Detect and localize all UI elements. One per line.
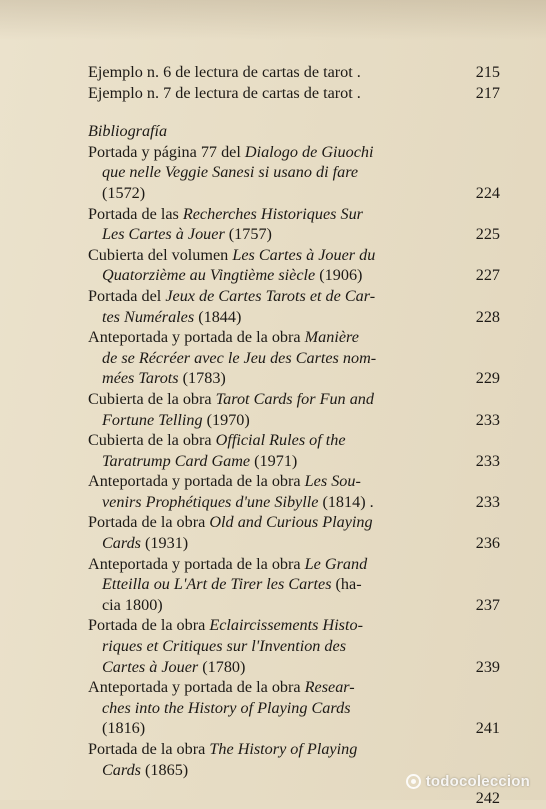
page-shadow	[0, 0, 546, 40]
entry-text-segment: Portada y página 77 del	[88, 142, 245, 161]
work-title: Taratrump Card Game	[102, 451, 251, 470]
table-of-contents	[88, 62, 500, 808]
work-title: Les Sou-	[304, 472, 361, 491]
entry-text-segment: (1783)	[178, 369, 226, 388]
entry-text-segment: Portada del	[88, 286, 166, 305]
work-title: Tarot Cards for Fun and	[215, 389, 374, 408]
toc-entry	[88, 554, 500, 616]
entry-text-segment: Portada de la obra	[88, 740, 210, 758]
toc-entry-page: 227	[475, 266, 500, 285]
entry-text-segment: Anteportada y portada de la obra	[88, 678, 305, 697]
section-title: Bibliografía	[88, 122, 168, 141]
toc-entry	[88, 615, 500, 677]
entry-text-segment: (1971)	[250, 451, 298, 470]
toc-entry-page: 233	[475, 410, 500, 429]
work-title: The History of Playing	[209, 740, 358, 758]
toc-entry-text: Ejemplo n. 6 de lectura de cartas de tarot .	[88, 63, 361, 81]
toc-entry	[88, 389, 500, 430]
toc-entry-text	[88, 143, 373, 202]
work-title: Les Cartes à Jouer du	[232, 245, 376, 264]
work-title: Fortune Telling	[102, 410, 203, 429]
todocoleccion-logo-icon	[406, 774, 421, 789]
toc-entry-page: 215	[475, 63, 500, 81]
entry-text-segment: Cubierta de la obra	[88, 389, 216, 408]
entry-text-segment: (1814) .	[318, 492, 374, 511]
toc-entry-text	[88, 205, 363, 244]
entry-text-segment: Anteportada y portada de la obra	[88, 554, 305, 573]
entry-text-segment: Anteportada y portada de la obra	[88, 472, 305, 491]
work-title: ches into the History of Playing Cards	[102, 698, 351, 717]
work-title: mées Tarots	[102, 369, 179, 388]
work-title: Quatorzième au Vingtième siècle	[102, 266, 316, 285]
toc-entry-page: 224	[475, 183, 500, 202]
toc-entry-text	[88, 287, 375, 326]
toc-entry-page: 233	[475, 451, 500, 470]
toc-entry-page: 228	[475, 307, 500, 326]
work-title: riques et Critiques sur l'Invention des	[102, 637, 347, 656]
entry-text-segment: Portada de las	[88, 204, 183, 223]
entry-text-segment: (1931)	[140, 534, 189, 553]
entry-text-segment: (1572)	[102, 183, 146, 202]
work-title: Cartes à Jouer	[102, 657, 199, 676]
entry-text-segment: (1970)	[202, 410, 250, 429]
watermark-text: todocoleccion	[425, 773, 530, 790]
toc-entry-text	[88, 740, 357, 779]
entry-text-segment: (1780)	[198, 657, 246, 676]
entry-text-segment: (1844)	[194, 307, 242, 326]
work-title: Old and Curious Playing	[209, 513, 373, 532]
entry-text-segment: (ha-	[331, 575, 362, 594]
entry-text-segment: (1906)	[315, 266, 363, 285]
toc-entry-page: 239	[475, 657, 500, 676]
work-title: Cards	[102, 534, 141, 553]
toc-entry	[88, 62, 500, 83]
toc-entry-page: 225	[475, 225, 500, 244]
watermark	[406, 773, 530, 790]
toc-entry-text: Ejemplo n. 7 de lectura de cartas de tarot .	[88, 83, 361, 102]
entry-text-segment: Cubierta del volumen	[88, 245, 233, 264]
entry-text-segment: Cubierta de la obra	[88, 431, 216, 450]
entry-text-segment: Portada de la obra	[88, 513, 210, 532]
work-title: de se Récréer avec le Jeu des Cartes nom-	[102, 348, 377, 367]
work-title: Manière	[304, 328, 359, 347]
toc-entry-text	[88, 472, 374, 511]
toc-entry-page: 229	[475, 369, 500, 388]
toc-entry-page: 233	[475, 492, 500, 511]
work-title: Dialogo de Giuochi	[244, 142, 374, 161]
entry-text-segment: (1757)	[224, 225, 272, 244]
entry-text-segment: (1865)	[140, 760, 189, 779]
toc-entry-text	[88, 513, 373, 552]
work-title: que nelle Veggie Sanesi si usano di fare	[102, 163, 359, 182]
entry-text-segment: (1816)	[102, 719, 146, 738]
toc-entry	[88, 83, 500, 104]
work-title: Cards	[102, 760, 141, 779]
toc-entry	[88, 677, 500, 739]
toc-entry	[88, 512, 500, 553]
entry-text-segment: cia 1800)	[102, 595, 163, 614]
toc-entry	[88, 286, 500, 327]
toc-entry-text	[88, 616, 363, 675]
work-title: Etteilla ou L'Art de Tirer les Cartes	[102, 575, 332, 594]
toc-entry-page: 237	[475, 595, 500, 614]
toc-entry-page: 236	[475, 534, 500, 553]
toc-entry	[88, 471, 500, 512]
toc-entry-page: 217	[475, 83, 500, 102]
work-title: Official Rules of the	[215, 431, 346, 450]
entry-text-segment: Anteportada y portada de la obra	[88, 328, 305, 347]
toc-entry-text	[88, 431, 346, 470]
work-title: Resear-	[304, 678, 355, 697]
work-title: Jeux de Cartes Tarots et de Car-	[165, 286, 376, 305]
toc-entry	[88, 204, 500, 245]
work-title: venirs Prophétiques d'une Sibylle	[102, 492, 319, 511]
bibliography-list	[88, 142, 500, 780]
toc-entry	[88, 430, 500, 471]
toc-entry	[88, 245, 500, 286]
work-title: Recherches Historiques Sur	[182, 204, 363, 223]
work-title: Les Cartes à Jouer	[102, 225, 225, 244]
toc-entry-text	[88, 328, 376, 387]
toc-entry	[88, 327, 500, 389]
toc-entry-page: 241	[475, 719, 500, 738]
toc-entry	[88, 142, 500, 204]
toc-entry-page: 242	[475, 789, 500, 808]
work-title: Le Grand	[304, 554, 368, 573]
toc-entry-text	[88, 678, 355, 737]
toc-entry-text	[88, 246, 375, 285]
toc-entry-text	[88, 555, 367, 614]
work-title: Eclaircissements Histo-	[209, 616, 363, 635]
entry-text-segment: Portada de la obra	[88, 616, 210, 635]
toc-entry-text	[88, 390, 374, 429]
work-title: tes Numérales	[102, 307, 195, 326]
